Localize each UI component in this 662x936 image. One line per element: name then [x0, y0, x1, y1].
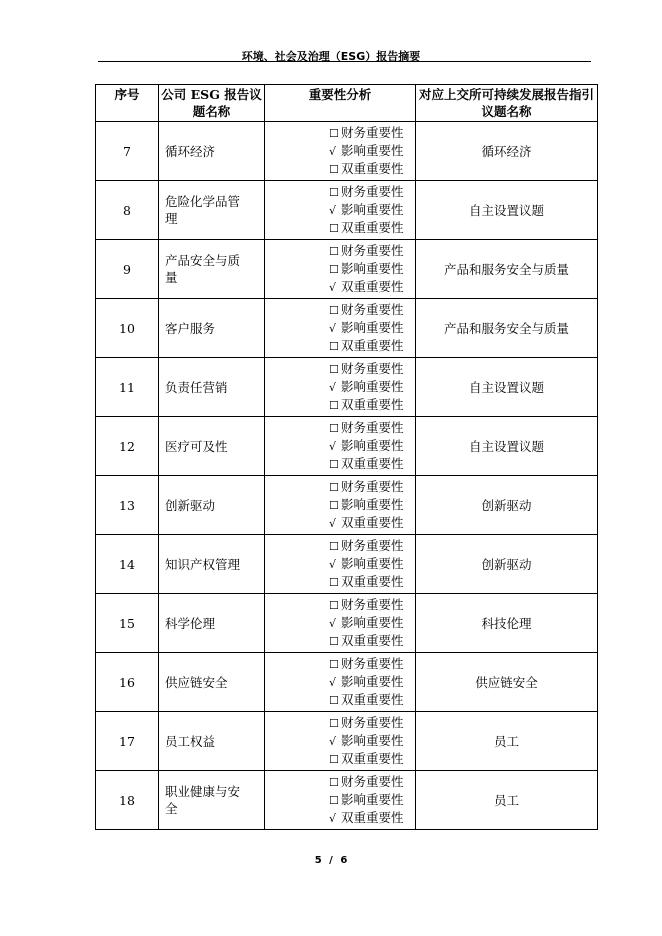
materiality-option-label: 财务重要性: [341, 302, 404, 317]
materiality-option: [329, 773, 415, 791]
row-number: 18: [96, 771, 159, 830]
empty-checkbox-icon: ☐: [329, 399, 339, 412]
empty-checkbox-icon: ☐: [329, 458, 339, 471]
table-row: [96, 122, 598, 181]
materiality-option: [329, 496, 415, 514]
materiality-option: [329, 614, 415, 632]
check-mark-icon: √: [329, 812, 337, 825]
materiality-option: [329, 319, 415, 337]
row-sse-guideline: 创新驱动: [416, 535, 598, 594]
materiality-option: [329, 573, 415, 591]
materiality-option-label: 财务重要性: [341, 125, 404, 140]
materiality-option-label: 影响重要性: [341, 615, 404, 630]
check-mark-icon: √: [329, 676, 337, 689]
row-materiality-options: [265, 653, 416, 712]
empty-checkbox-icon: ☐: [329, 163, 339, 176]
materiality-option: [329, 142, 415, 160]
row-materiality-options: [265, 181, 416, 240]
materiality-option: [329, 673, 415, 691]
row-materiality-options: [265, 417, 416, 476]
row-topic: 医疗可及性: [159, 417, 265, 476]
page-footer: [0, 855, 662, 866]
materiality-option: [329, 242, 415, 260]
materiality-option-label: 影响重要性: [341, 320, 404, 335]
row-materiality-options: [265, 712, 416, 771]
table-header-row: [96, 85, 598, 122]
materiality-option: [329, 514, 415, 532]
empty-checkbox-icon: ☐: [329, 263, 339, 276]
row-materiality-options: [265, 240, 416, 299]
empty-checkbox-icon: ☐: [329, 422, 339, 435]
materiality-option-label: 影响重要性: [341, 143, 404, 158]
empty-checkbox-icon: ☐: [329, 599, 339, 612]
row-topic: 知识产权管理: [159, 535, 265, 594]
table-row: [96, 476, 598, 535]
table-row: [96, 712, 598, 771]
row-sse-guideline: 产品和服务安全与质量: [416, 240, 598, 299]
materiality-option-label: 影响重要性: [341, 792, 404, 807]
row-materiality-options: [265, 122, 416, 181]
materiality-option-label: 双重重要性: [341, 574, 404, 589]
table-row: [96, 358, 598, 417]
empty-checkbox-icon: ☐: [329, 245, 339, 258]
materiality-option: [329, 555, 415, 573]
materiality-option: [329, 419, 415, 437]
materiality-option: [329, 360, 415, 378]
materiality-option-label: 双重重要性: [341, 456, 404, 471]
row-topic: 供应链安全: [159, 653, 265, 712]
materiality-option: [329, 124, 415, 142]
materiality-option-label: 影响重要性: [341, 733, 404, 748]
materiality-option-label: 财务重要性: [341, 538, 404, 553]
materiality-option: [329, 596, 415, 614]
page-header-title: 环境、社会及治理（ESG）报告摘要: [241, 50, 421, 63]
empty-checkbox-icon: ☐: [329, 127, 339, 140]
materiality-option-label: 财务重要性: [341, 597, 404, 612]
materiality-option: [329, 183, 415, 201]
row-number: 15: [96, 594, 159, 653]
materiality-option: [329, 337, 415, 355]
materiality-option: [329, 809, 415, 827]
table-row: [96, 240, 598, 299]
empty-checkbox-icon: ☐: [329, 186, 339, 199]
row-sse-guideline: 产品和服务安全与质量: [416, 299, 598, 358]
row-topic: 员工权益: [159, 712, 265, 771]
materiality-option-label: 双重重要性: [341, 279, 404, 294]
row-topic: 循环经济: [159, 122, 265, 181]
materiality-option-label: 财务重要性: [341, 656, 404, 671]
table-row: [96, 771, 598, 830]
row-sse-guideline: 自主设置议题: [416, 181, 598, 240]
check-mark-icon: √: [329, 735, 337, 748]
row-number: 9: [96, 240, 159, 299]
row-sse-guideline: 自主设置议题: [416, 417, 598, 476]
row-materiality-options: [265, 358, 416, 417]
materiality-option-label: 双重重要性: [341, 692, 404, 707]
header-rule: [98, 61, 591, 62]
materiality-option: [329, 750, 415, 768]
row-sse-guideline: 员工: [416, 771, 598, 830]
table-row: [96, 653, 598, 712]
empty-checkbox-icon: ☐: [329, 635, 339, 648]
materiality-option: [329, 437, 415, 455]
empty-checkbox-icon: ☐: [329, 576, 339, 589]
row-number: 17: [96, 712, 159, 771]
row-materiality-options: [265, 476, 416, 535]
materiality-option-label: 影响重要性: [341, 674, 404, 689]
empty-checkbox-icon: ☐: [329, 717, 339, 730]
row-topic: 科学伦理: [159, 594, 265, 653]
table-row: [96, 417, 598, 476]
row-number: 7: [96, 122, 159, 181]
materiality-option-label: 双重重要性: [341, 810, 404, 825]
row-materiality-options: [265, 535, 416, 594]
materiality-option: [329, 160, 415, 178]
header-topic: 公司 ESG 报告议题名称: [159, 85, 265, 122]
page-number: 5: [314, 855, 322, 866]
row-topic: 产品安全与质量: [159, 240, 265, 299]
empty-checkbox-icon: ☐: [329, 340, 339, 353]
materiality-option: [329, 455, 415, 473]
header-number: 序号: [96, 85, 159, 122]
materiality-option: [329, 278, 415, 296]
empty-checkbox-icon: ☐: [329, 499, 339, 512]
materiality-option-label: 双重重要性: [341, 397, 404, 412]
row-materiality-options: [265, 299, 416, 358]
row-number: 12: [96, 417, 159, 476]
materiality-option-label: 财务重要性: [341, 420, 404, 435]
materiality-option-label: 双重重要性: [341, 161, 404, 176]
materiality-option: [329, 201, 415, 219]
materiality-option-label: 财务重要性: [341, 184, 404, 199]
empty-checkbox-icon: ☐: [329, 540, 339, 553]
header-materiality: 重要性分析: [265, 85, 416, 122]
row-sse-guideline: 自主设置议题: [416, 358, 598, 417]
row-number: 14: [96, 535, 159, 594]
materiality-option: [329, 478, 415, 496]
row-sse-guideline: 循环经济: [416, 122, 598, 181]
materiality-option-label: 影响重要性: [341, 556, 404, 571]
materiality-option-label: 双重重要性: [341, 515, 404, 530]
materiality-option-label: 财务重要性: [341, 774, 404, 789]
materiality-option: [329, 301, 415, 319]
page-separator: /: [329, 855, 333, 866]
empty-checkbox-icon: ☐: [329, 794, 339, 807]
check-mark-icon: √: [329, 617, 337, 630]
check-mark-icon: √: [329, 558, 337, 571]
check-mark-icon: √: [329, 381, 337, 394]
row-sse-guideline: 创新驱动: [416, 476, 598, 535]
row-topic: 创新驱动: [159, 476, 265, 535]
row-number: 16: [96, 653, 159, 712]
table-row: [96, 535, 598, 594]
row-topic: 负责任营销: [159, 358, 265, 417]
materiality-option: [329, 219, 415, 237]
materiality-option-label: 影响重要性: [341, 438, 404, 453]
materiality-option: [329, 791, 415, 809]
table-row: [96, 181, 598, 240]
row-sse-guideline: 科技伦理: [416, 594, 598, 653]
materiality-option: [329, 732, 415, 750]
esg-topics-table: [95, 84, 598, 830]
row-materiality-options: [265, 771, 416, 830]
materiality-option-label: 财务重要性: [341, 479, 404, 494]
materiality-option-label: 双重重要性: [341, 338, 404, 353]
table-row: [96, 299, 598, 358]
materiality-option: [329, 396, 415, 414]
row-topic: 客户服务: [159, 299, 265, 358]
empty-checkbox-icon: ☐: [329, 363, 339, 376]
header-sse-guideline: 对应上交所可持续发展报告指引议题名称: [416, 85, 598, 122]
materiality-option-label: 财务重要性: [341, 715, 404, 730]
materiality-option-label: 影响重要性: [341, 202, 404, 217]
empty-checkbox-icon: ☐: [329, 222, 339, 235]
materiality-option: [329, 655, 415, 673]
check-mark-icon: √: [329, 517, 337, 530]
row-number: 11: [96, 358, 159, 417]
check-mark-icon: √: [329, 440, 337, 453]
page-total: 6: [340, 855, 348, 866]
empty-checkbox-icon: ☐: [329, 481, 339, 494]
materiality-option: [329, 260, 415, 278]
materiality-option-label: 双重重要性: [341, 751, 404, 766]
materiality-option-label: 影响重要性: [341, 379, 404, 394]
materiality-option-label: 双重重要性: [341, 220, 404, 235]
materiality-option-label: 财务重要性: [341, 243, 404, 258]
check-mark-icon: √: [329, 322, 337, 335]
materiality-option-label: 影响重要性: [341, 497, 404, 512]
row-topic: 职业健康与安全: [159, 771, 265, 830]
row-topic: 危险化学品管理: [159, 181, 265, 240]
table-row: [96, 594, 598, 653]
check-mark-icon: √: [329, 145, 337, 158]
materiality-option-label: 影响重要性: [341, 261, 404, 276]
check-mark-icon: √: [329, 204, 337, 217]
materiality-option-label: 双重重要性: [341, 633, 404, 648]
empty-checkbox-icon: ☐: [329, 694, 339, 707]
empty-checkbox-icon: ☐: [329, 753, 339, 766]
materiality-option-label: 财务重要性: [341, 361, 404, 376]
row-sse-guideline: 员工: [416, 712, 598, 771]
materiality-option: [329, 378, 415, 396]
materiality-option: [329, 537, 415, 555]
row-number: 10: [96, 299, 159, 358]
empty-checkbox-icon: ☐: [329, 658, 339, 671]
row-number: 13: [96, 476, 159, 535]
materiality-option: [329, 691, 415, 709]
materiality-option: [329, 632, 415, 650]
row-sse-guideline: 供应链安全: [416, 653, 598, 712]
row-number: 8: [96, 181, 159, 240]
materiality-option: [329, 714, 415, 732]
empty-checkbox-icon: ☐: [329, 776, 339, 789]
check-mark-icon: √: [329, 281, 337, 294]
row-materiality-options: [265, 594, 416, 653]
empty-checkbox-icon: ☐: [329, 304, 339, 317]
